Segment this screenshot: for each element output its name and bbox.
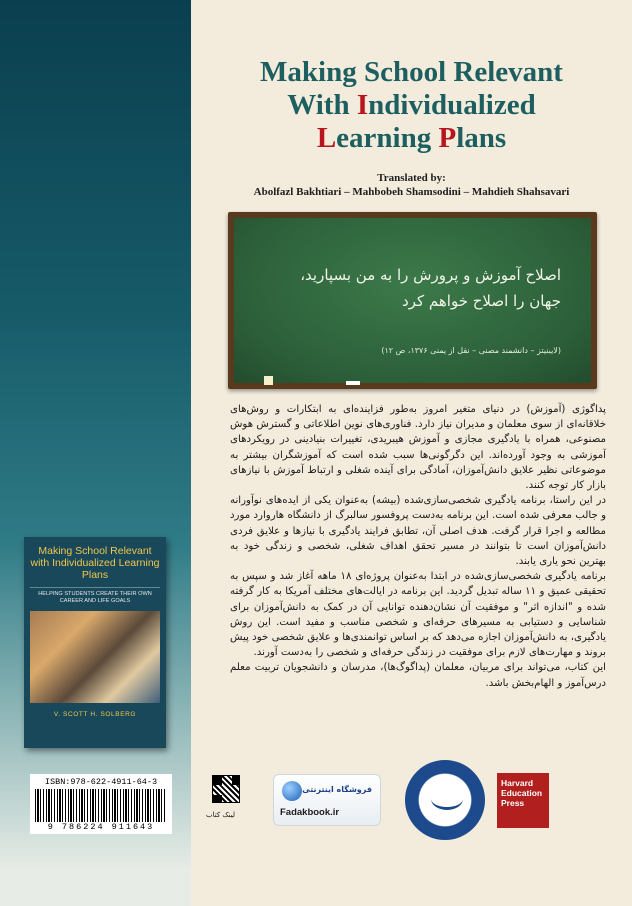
description-paragraph: در این راستا، برنامه یادگیری شخصی‌سازی‌شده (بیشه) به‌عنوان یکی از ایده‌های نوآورانه و جالب معرفی شده است. این برنامه به‌دست پروفسور سالبرگ از دانشگاه هاروارد مورد مطالعه و اجرا قرار گرفت. هدف اصلی آن، تطابق فرایند یادگیری با نیازها و علایق فردی دانش‌آموزان است تا بتوانند در مسیر تحقق اهداف شغلی، شخصی و زندگی خود به بهترین نحو یاری یابند. <box>230 495 606 568</box>
quote-line-2: جهان را اصلاح خواهم کرد <box>402 292 561 310</box>
quote-citation: (لایبنیتز – دانشمند مصنی – نقل از یمنی ۱۳۷۶، ص ۱۲) <box>381 346 561 355</box>
title-line-1: Making School Relevant <box>260 56 563 88</box>
harvard-logo: Harvard Education Press <box>497 773 549 828</box>
book-title <box>191 56 632 155</box>
translator-names: Abolfazl Bakhtiari – Mahbobeh Shamsodini – Mahdieh Shahsavari <box>253 186 570 198</box>
description <box>230 402 606 691</box>
qr-code-icon[interactable] <box>212 775 240 803</box>
book-icon <box>431 788 463 810</box>
barcode-bars <box>35 789 167 822</box>
thumbnail-author: V. SCOTT H. SOLBERG <box>53 711 137 718</box>
translators <box>191 171 632 199</box>
chalkboard-surface <box>234 218 591 383</box>
front-cover-thumbnail <box>24 537 166 748</box>
thumbnail-title: Making School Relevant with Individualized Learning Plans <box>30 545 160 581</box>
barcode-number: 9 786224 911643 <box>47 822 155 832</box>
publisher-seal <box>405 760 485 840</box>
chalk-piece <box>264 376 273 385</box>
title-line-3: Learning Plans <box>316 122 507 154</box>
title-line-2: With Individualized <box>287 89 536 121</box>
qr-label: لینک کتاب <box>206 811 236 819</box>
fadakbook-logo <box>273 774 381 826</box>
shop-label-en: Fadakbook.ir <box>280 807 340 818</box>
shop-label-fa: فروشگاه اینترنتی <box>302 785 372 794</box>
description-paragraph: برنامه یادگیری شخصی‌سازی‌شده در ابتدا به‌عنوان پروژه‌ای ۱۸ ماهه آغاز شد و سپس به تحقیقی عمیق و ۱۱ ساله تبدیل گردید. این برنامه در ایالت‌های مختلف آمریکا به کار گرفته شده و "اندازه اثر" و موفقیت آن نشان‌دهنده توانایی آن در کمک به دانش‌آموزان برای شناسایی و دستیابی به مسیرهای حرفه‌ای و شخصی مناسب و مفید است. این روش یادگیری، به دانش‌آموزان اجازه می‌دهد که بر اساس توانمندی‌ها و علایق شخصی خود پیش بروند و مهارت‌های لازم برای موفقیت در زندگی حرفه‌ای و شخصی را به‌دست آورند. <box>230 571 606 659</box>
thumbnail-subtitle: HELPING STUDENTS CREATE THEIR OWN CAREER AND LIFE GOALS <box>30 587 160 605</box>
globe-icon <box>282 781 302 801</box>
isbn-label: ISBN:978-622-4911-64-3 <box>44 777 158 787</box>
isbn-barcode <box>30 774 172 834</box>
quote-line-1: اصلاح آموزش و پرورش را به من بسپارید، <box>300 266 561 284</box>
description-paragraph: پداگوژی (آموزش) در دنیای متغیر امروز به‌طور فزاینده‌ای به ابتکارات و روش‌های خلاقانه‌ای از سوی معلمان و مدیران نیاز دارد. فناوری‌های نوین اطلاعاتی و گسترش هوش مصنوعی، همراه با یادگیری مجازی و آموزش هیبریدی، تغییرات بنیادینی در رویکردهای آموزشی به وجود آورده‌اند. این دگرگونی‌ها سبب شده است که آموزشگران بیشتر به موضوعاتی نظیر علایق دانش‌آموزان، آمادگی برای آینده شغلی و ارتباط آموزش با نیازهای بازار کار توجه کنند. <box>230 404 606 492</box>
eraser <box>346 381 360 385</box>
thumbnail-photo <box>30 611 160 703</box>
chalkboard <box>228 212 597 389</box>
chalkboard-quote <box>261 262 561 314</box>
spine <box>0 0 191 906</box>
translated-label: Translated by: <box>377 172 446 184</box>
description-paragraph: این کتاب، می‌تواند برای مربیان، معلمان (پداگوگ‌ها)، مدرسان و دانشجویان تربیت معلم درس‌آموز و الهام‌بخش باشد. <box>230 662 606 689</box>
